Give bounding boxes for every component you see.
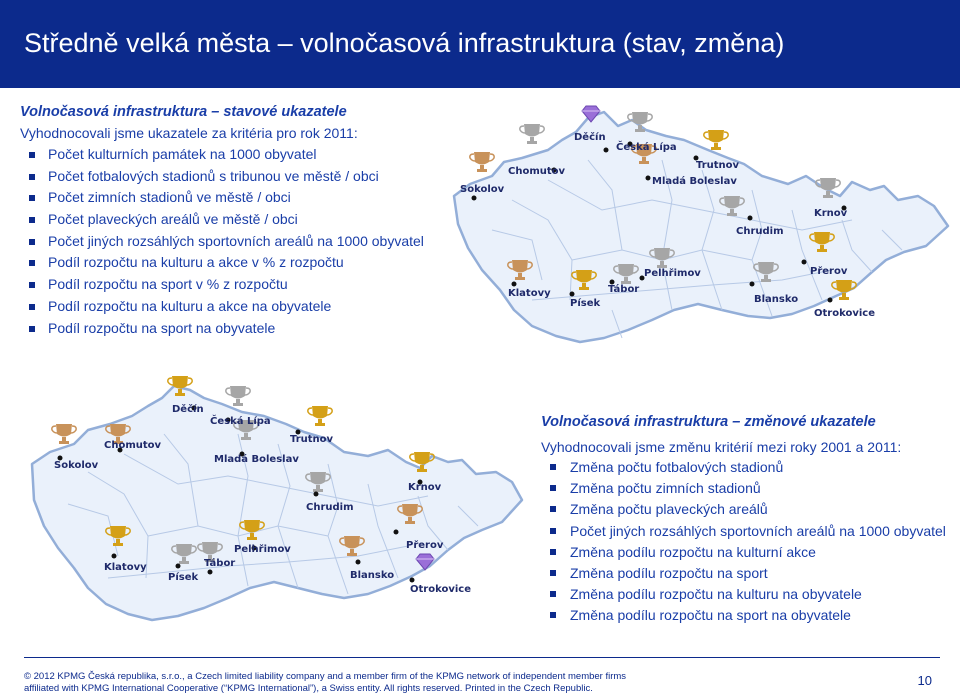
city-label-ceska-lipa: Česká Lípa xyxy=(210,416,271,427)
czech-map-change xyxy=(28,372,524,626)
status-map xyxy=(452,100,950,346)
status-intro: Vyhodnocovali jsme ukazatele za kritéria pro rok 2011: xyxy=(20,125,358,141)
list-item: Podíl rozpočtu na kulturu a akce na obyvatele xyxy=(20,296,450,318)
city-label-prerov: Přerov xyxy=(810,266,848,277)
list-item: Počet zimních stadionů ve městě / obci xyxy=(20,187,450,209)
bullet-icon xyxy=(550,549,556,555)
page-number: 10 xyxy=(917,673,932,688)
bullet-icon xyxy=(29,174,35,180)
city-label-decin: Děčín xyxy=(172,404,204,415)
city-label-otrokovice: Otrokovice xyxy=(814,308,875,319)
footer-divider xyxy=(24,657,940,658)
list-item: Změna počtu plaveckých areálů xyxy=(541,501,946,518)
bullet-icon xyxy=(29,304,35,310)
bullet-icon xyxy=(29,260,35,266)
czech-map-status xyxy=(452,100,950,346)
status-section xyxy=(20,104,450,339)
city-label-blansko: Blansko xyxy=(350,570,395,581)
city-label-tabor: Tábor xyxy=(204,558,236,569)
city-label-chrudim: Chrudim xyxy=(736,226,784,237)
list-item: Změna podílu rozpočtu na kulturní akce xyxy=(541,544,946,561)
bullet-icon xyxy=(550,485,556,491)
list-item: Počet jiných rozsáhlých sportovních areálů na 1000 obyvatel xyxy=(20,231,450,253)
list-item: Počet fotbalových stadionů s tribunou ve městě / obci xyxy=(20,166,450,188)
city-label-pisek: Písek xyxy=(570,298,601,309)
list-item: Změna podílu rozpočtu na kulturu na obyvatele xyxy=(541,586,946,603)
bullet-icon xyxy=(29,239,35,245)
page-title: Středně velká města – volnočasová infrastruktura (stav, změna) xyxy=(24,28,785,58)
city-label-klatovy: Klatovy xyxy=(508,288,551,299)
trophy-sokolov-bronze-icon xyxy=(470,152,494,172)
city-label-trutnov: Trutnov xyxy=(696,160,740,171)
trophy-trutnov-gold-icon xyxy=(704,130,728,150)
list-item: Počet plaveckých areálů ve městě / obci xyxy=(20,209,450,231)
list-item: Změna podílu rozpočtu na sport na obyvatele xyxy=(541,607,946,624)
bullet-icon xyxy=(29,152,35,158)
city-label-tabor: Tábor xyxy=(608,284,640,295)
change-intro: Vyhodnocovali jsme změnu kritérií mezi roky 2001 a 2011: xyxy=(541,439,902,455)
bullet-icon xyxy=(550,506,556,512)
change-heading: Volnočasová infrastruktura – změnové ukazatele xyxy=(541,414,876,430)
city-label-klatovy: Klatovy xyxy=(104,562,147,573)
footer xyxy=(0,657,960,696)
list-item: Podíl rozpočtu na sport na obyvatele xyxy=(20,318,450,340)
city-label-chomutov: Chomutov xyxy=(104,440,162,451)
list-item: Změna počtu fotbalových stadionů xyxy=(541,459,946,476)
city-label-ceska-lipa: Česká Lípa xyxy=(616,142,677,153)
list-item: Změna podílu rozpočtu na sport xyxy=(541,565,946,582)
city-label-chrudim: Chrudim xyxy=(306,502,354,513)
trophy-chomutov-silver-icon xyxy=(520,124,544,144)
bullet-icon xyxy=(29,195,35,201)
status-list xyxy=(20,144,450,339)
list-item: Podíl rozpočtu na kulturu a akce v % z rozpočtu xyxy=(20,252,450,274)
trophy-sokolov-bronze-icon xyxy=(52,424,76,444)
list-item: Podíl rozpočtu na sport v % z rozpočtu xyxy=(20,274,450,296)
city-label-otrokovice: Otrokovice xyxy=(410,584,471,595)
change-list xyxy=(541,459,946,624)
bullet-icon xyxy=(550,591,556,597)
city-label-mlada: Mladá Boleslav xyxy=(214,454,299,465)
city-label-sokolov: Sokolov xyxy=(54,460,99,471)
city-label-decin: Děčín xyxy=(574,132,606,143)
city-label-trutnov: Trutnov xyxy=(290,434,334,445)
city-label-sokolov: Sokolov xyxy=(460,184,505,195)
bullet-icon xyxy=(550,528,556,534)
bullet-icon xyxy=(29,282,35,288)
bullet-icon xyxy=(550,464,556,470)
city-label-pelhrimov: Pelhřimov xyxy=(234,544,291,555)
city-label-blansko: Blansko xyxy=(754,294,799,305)
city-label-prerov: Přerov xyxy=(406,540,444,551)
bullet-icon xyxy=(550,570,556,576)
copyright-line-1: © 2012 KPMG Česká republika, s.r.o., a Czech limited liability company and a member firm of the KPMG network of independent member firms xyxy=(24,671,627,682)
city-label-krnov: Krnov xyxy=(408,482,442,493)
list-item: Změna počtu zimních stadionů xyxy=(541,480,946,497)
bullet-icon xyxy=(29,326,35,332)
city-label-pisek: Písek xyxy=(168,572,199,583)
bullet-icon xyxy=(550,612,556,618)
bullet-icon xyxy=(29,217,35,223)
list-item: Počet kulturních památek na 1000 obyvatel xyxy=(20,144,450,166)
trophy-trutnov-gold-icon xyxy=(308,406,332,426)
list-item: Počet jiných rozsáhlých sportovních areálů na 1000 obyvatel xyxy=(541,523,946,540)
city-label-pelhrimov: Pelhřimov xyxy=(644,268,701,279)
title-bar xyxy=(0,0,960,88)
city-label-chomutov: Chomutov xyxy=(508,166,566,177)
status-heading: Volnočasová infrastruktura – stavové ukazatele xyxy=(20,104,347,120)
copyright-line-2: affiliated with KPMG International Cooperative (“KPMG International”), a Swiss entity. All rights reserved. Printed in the Czech Republic. xyxy=(24,683,593,694)
city-label-krnov: Krnov xyxy=(814,208,848,219)
trophy-ceska-lipa-silver-icon xyxy=(226,386,250,406)
change-section xyxy=(541,414,946,629)
change-map xyxy=(28,372,524,626)
city-label-mlada: Mladá Boleslav xyxy=(652,176,737,187)
